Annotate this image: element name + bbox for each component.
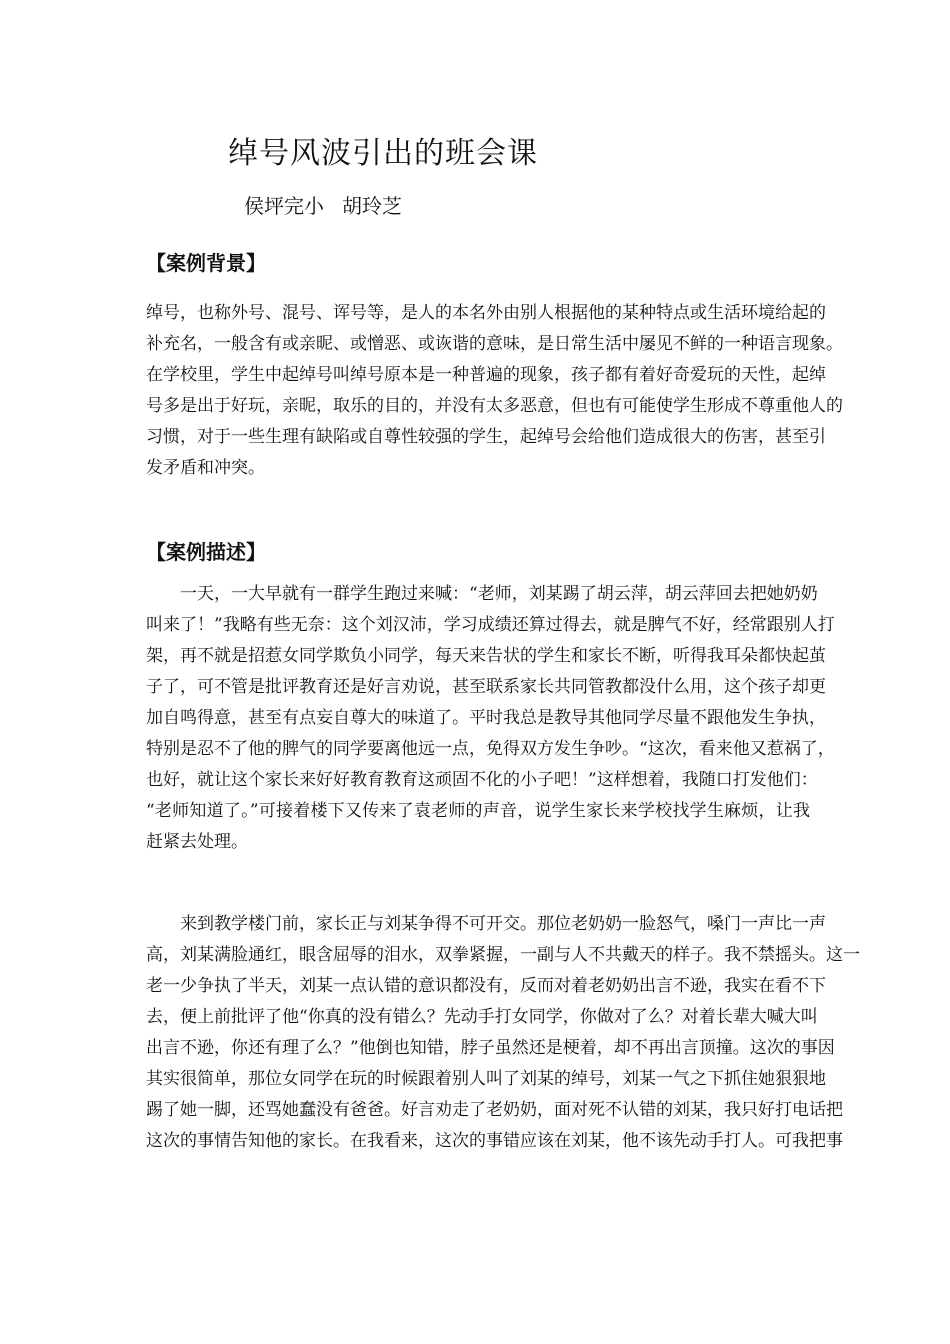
paragraph-line: 号多是出于好玩，亲昵，取乐的目的，并没有太多恶意，但也有可能使学生形成不尊重他人的	[146, 396, 843, 416]
paragraph-line: 老一少争执了半天，刘某一点认错的意识都没有，反而对着老奶奶出言不逊，我实在看不下	[146, 976, 826, 996]
paragraph-line: 补充名，一般含有或亲昵、或憎恶、或诙谐的意味，是日常生活中屡见不鲜的一种语言现象。	[146, 334, 843, 354]
paragraph-line: 子了，可不管是批评教育还是好言劝说，甚至联系家长共同管教都没什么用，这个孩子却更	[146, 677, 826, 697]
author-line	[244, 190, 402, 219]
paragraph-line: 发矛盾和冲突。	[146, 458, 265, 478]
paragraph-line: 架，再不就是招惹女同学欺负小同学，每天来告状的学生和家长不断，听得我耳朵都快起茧	[146, 646, 826, 666]
paragraph-line: 这次的事情告知他的家长。在我看来，这次的事错应该在刘某，他不该先动手打人。可我把事	[146, 1131, 843, 1151]
paragraph-line: 一天，一大早就有一群学生跑过来喊：“老师，刘某踢了胡云萍，胡云萍回去把她奶奶	[146, 584, 818, 604]
paragraph-line: 去，便上前批评了他“你真的没有错么？先动手打女同学，你做对了么？对着长辈大喊大叫	[146, 1007, 818, 1027]
paragraph-line: 绰号，也称外号、混号、诨号等，是人的本名外由别人根据他的某种特点或生活环境给起的	[146, 303, 826, 323]
paragraph-line: 高，刘某满脸通红，眼含屈辱的泪水，双拳紧握，一副与人不共戴天的样子。我不禁摇头。这一	[146, 945, 860, 965]
paragraph-line: 出言不逊，你还有理了么？”他倒也知错，脖子虽然还是梗着，却不再出言顶撞。这次的事因	[146, 1038, 835, 1058]
description-paragraph-1	[146, 579, 835, 858]
paragraph-line: 特别是忍不了他的脾气的同学要离他远一点，免得双方发生争吵。“这次，看来他又惹祸了，	[146, 739, 835, 759]
paragraph-line: 在学校里，学生中起绰号叫绰号原本是一种普遍的现象，孩子都有着好奇爱玩的天性，起绰	[146, 365, 826, 385]
paragraph-line: 习惯，对于一些生理有缺陷或自尊性较强的学生，起绰号会给他们造成很大的伤害，甚至引	[146, 427, 826, 447]
description-paragraph-2	[146, 909, 860, 1157]
author-school: 侯坪完小	[244, 194, 324, 218]
document-title: 绰号风波引出的班会课	[228, 136, 538, 171]
paragraph-line: “老师知道了。”可接着楼下又传来了袁老师的声音，说学生家长来学校找学生麻烦，让我	[146, 801, 810, 821]
paragraph-line: 踢了她一脚，还骂她蠢没有爸爸。好言劝走了老奶奶，面对死不认错的刘某，我只好打电话把	[146, 1100, 843, 1120]
paragraph-line: 其实很简单，那位女同学在玩的时候跟着别人叫了刘某的绰号，刘某一气之下抓住她狠狠地	[146, 1069, 826, 1089]
section-heading-description: 【案例描述】	[146, 540, 266, 564]
paragraph-line: 赶紧去处理。	[146, 832, 248, 852]
paragraph-line: 叫来了！”我略有些无奈：这个刘汉沛，学习成绩还算过得去，就是脾气不好，经常跟别人打	[146, 615, 835, 635]
section-heading-background: 【案例背景】	[146, 251, 266, 275]
paragraph-line: 来到教学楼门前，家长正与刘某争得不可开交。那位老奶奶一脸怒气，嗓门一声比一声	[146, 914, 826, 934]
paragraph-line: 也好，就让这个家长来好好教育教育这顽固不化的小子吧！”这样想着，我随口打发他们：	[146, 770, 818, 790]
background-paragraph	[146, 298, 843, 484]
paragraph-line: 加自鸣得意，甚至有点妄自尊大的味道了。平时我总是教导其他同学尽量不跟他发生争执，	[146, 708, 826, 728]
author-name: 胡玲芝	[342, 194, 402, 218]
